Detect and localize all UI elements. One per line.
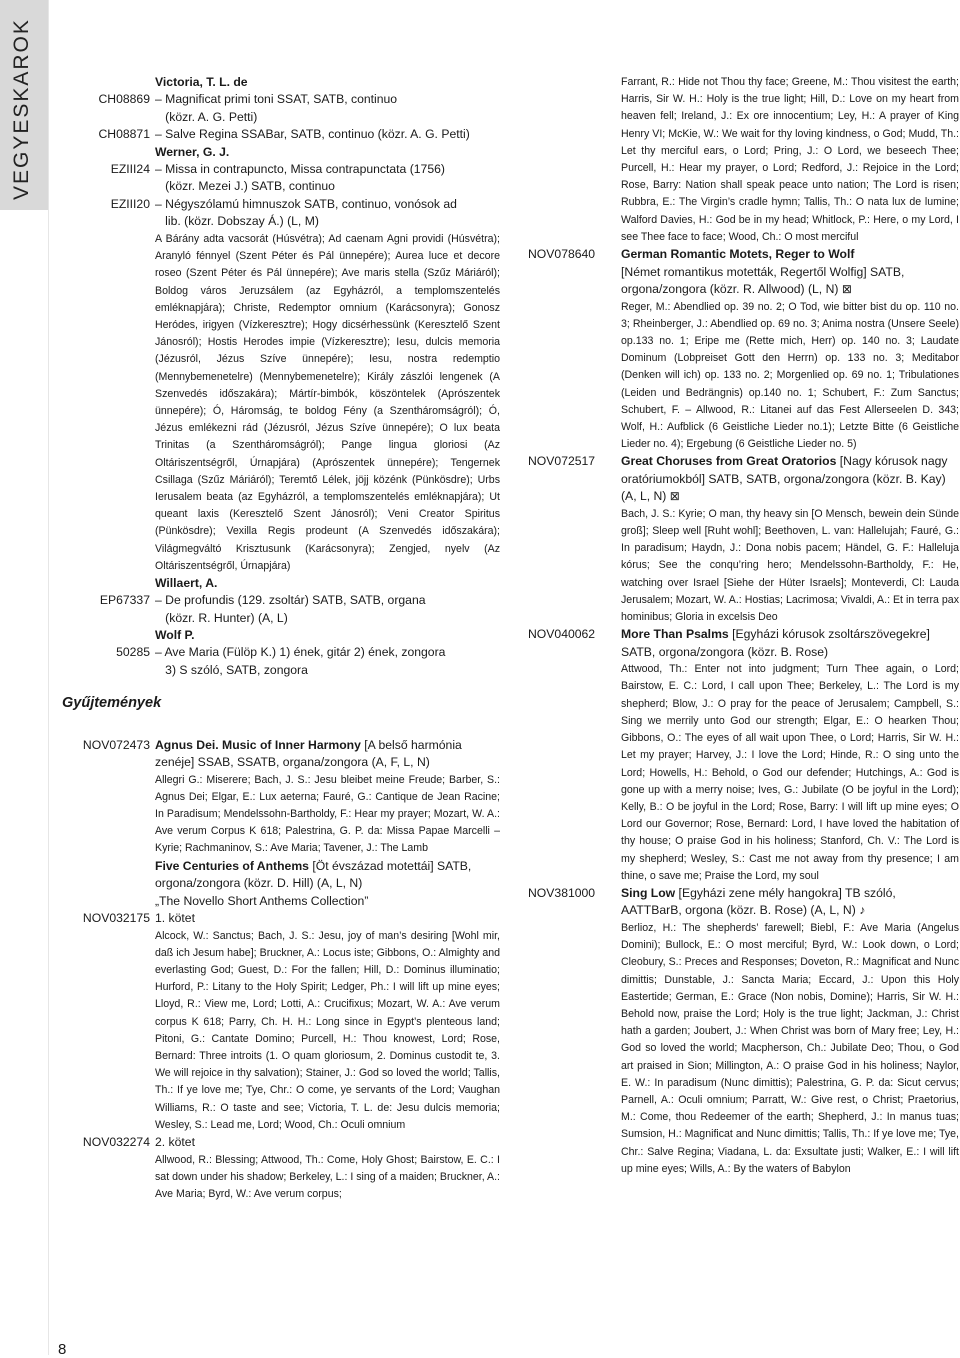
volume-entry <box>62 1134 500 1203</box>
collection-details: [Öt évszázad motettái] SATB, orgona/zongora (közr. D. Hill) (A, L, N) <box>155 858 472 891</box>
collection-title: Sing Low <box>621 885 676 900</box>
catalog-code: NOV072473 <box>82 737 150 752</box>
contents-list: Allwood, R.: Blessing; Attwood, Th.: Come, Holy Ghost; Bairstow, E. C.: I sat down under his shadow; Berkeley, L.: I sing of a maiden; Bruckner, A.: Ave Maria; Byrd, W.: Ave verum corpus; <box>155 1153 500 1200</box>
collection-details: [Egyházi zene mély hangokra] TB szóló, AATTBarB, orgona (közr. B. Rose) (A, L, N) <box>621 885 896 918</box>
collection-title: Five Centuries of Anthems <box>155 858 309 873</box>
collection-entry <box>528 453 959 626</box>
series-title: „The Novello Short Anthems Collection” <box>155 893 369 908</box>
cd-icon: ♪ <box>859 903 866 918</box>
collection-entry <box>528 626 959 885</box>
volume-label: 2. kötet <box>155 1135 195 1150</box>
contents-list: Reger, M.: Abendlied op. 39 no. 2; O Tod, wie bitter bist du op. 110 no. 3; Rheinberger, J.: Abendlied op. 69 no. 3; Anima nostra (Unsere Seele) op.133 no. 1; Eripe me (Rette mich, Herr) op. 140 no. 3; Laudate Dominum (Lobpreiset Gott den Herrn) op. 133 no. 3; Meditabor (Denken will ich) op. 133 no. 2; Morgenlied op. 69 no. 1; Tribulationes (Leiden und Bedrängnis) op.140 no. 1; Schubert, F.: Zum Sanctus; Schubert, F. – Allwood, R.: Litanei auf das Fest Allerseelen D. 343; Wolf, H.: Aufblick (6 Geistliche Lieder no.1); Letzte Bitte (6 Geistliche Lieder no. 4); Ergebung (6 Geistliche Lieder no. 5) <box>621 300 959 451</box>
page-number: 8 <box>58 1341 67 1358</box>
contents-list: Alcock, W.: Sanctus; Bach, J. S.: Jesu, joy of man’s desiring [Wohl mir, daß ich Jesum habe]; Bruckner, A.: Locus iste; Gibbons, O.: Almighty and everlasting God; Guest, D.: For the fallen; Hill, D.: Dominus illuminatio; Hurford, P.: Litany to the Holy Spirit; Ledger, Ph.: I will lift up mine eyes; Lloyd, R.: View me, Lord; Lotti, A.: Crucifixus; Mozart, W. A.: Ave verum corpus K 618; Parry, Ch. H. H.: Long since in Egypt’s plenteous land; Pitoni, G.: Cantate Domino; Purcell, H.: Thou knowest, Lord; Rose, Bernard: Three introits (1. O quam gloriosum, 2. Dominus custodit te, 3. We will rejoice in thy salvation); Stainer, J.: God so loved the world; Tallis, Th.: If ye love me; Tye, Chr.: O come, ye servants of the Lord; Vaughan Williams, R.: O taste and see; Victoria, T. L. de: Jesu dulcis memoria; Wesley, S.: Lead me, Lord; Wood, Ch.: Oculi omnium <box>155 929 500 1131</box>
catalog-code: 50285 <box>116 645 150 660</box>
collection-details: [Egyházi kórusok zsoltárszövegekre] SATB, orgona/zongora (közr. B. Rose) <box>621 627 930 659</box>
entry-title: Magnificat primi toni SSAT, SATB, continuo <box>165 92 398 107</box>
catalog-entry: EZIII24 – Missa in contrapuncto, Missa contrapunctata (1756) (közr. Mezei J.) SATB, continuo <box>62 161 500 196</box>
composer-heading: Willaert, A. <box>155 575 218 590</box>
catalog-entry: 50285 – Ave Maria (Fülöp K.) 1) ének, gitár 2) ének, zongora 3) S szóló, SATB, zongora <box>62 644 500 679</box>
entry-title: Salve Regina SSABar, SATB, continuo (közr. A. G. Petti) <box>165 127 470 142</box>
catalog-code: NOV381000 <box>528 885 596 900</box>
contents-list: Bach, J. S.: Kyrie; O man, thy heavy sin [O Mensch, bewein dein Sünde groß]; Sleep well [Ruht wohl]; Beethoven, L. van: Hallelujah; Fauré, G.: In paradisum; Haydn, J.: Dona nobis pacem; Händel, G. F.: Halleluja kórus; See the conqu’ring hero; Mendelssohn-Bartholdy, F.: He, watching over Israel [Siehe der Hüter Israels]; Monteverdi, Cl: Lauda Jerusalem; Mozart, W. A.: Hostias; Lacrimosa; Vivaldi, A.: Et in terra pax hominibus; Gloria in excelsis Deo <box>621 507 959 624</box>
contents-list: Berlioz, H.: The shepherds’ farewell; Biebl, F.: Ave Maria (Angelus Domini); Bullock, E.: O most merciful; Byrd, W.: Look down, o Lord; Cleobury, S.: Preces and Responses; Doveton, R.: Magnificat and Nunc dimittis; Dunstable, J.: Sancta Maria; Eccard, J.: Upon this Holy Eastertide; German, E.: Grace (Non nobis, Domine); Harris, Sir W. H.: Behold now, praise the Lord; Holy is the true light; Jackman, J.: Christ hath a garden; Joubert, J.: When Christ was born of Mary free; Ley, H.: God so loved the world; Macpherson, Ch.: Jubilate Deo; Thou, o God art praised in Sion; Millington, A.: O praise God in his holiness; Naylor, E. W.: In paradisum (Nunc dimittis); Palestrina, G. P. da: Sicut cervus; Parnell, A.: Oculi omnium; Parratt, W.: Give rest, o Christ; Praetorius, M.: Come, thou Redeemer of the earth; Shepherd, J.: In manus tuas; Sumsion, H.: Magnificat and Nunc dimittis; Tallis, Th.: If ye love me; Tye, Chr.: Salve Regina; Viadana, L. da: Exsultate justi; Walker, E.: I will lift up mine eyes; Wills, A.: By the waters of Babylon <box>621 921 959 1175</box>
section-tab-title: VEGYESKAROK <box>10 18 33 200</box>
volume-entry <box>62 910 500 1134</box>
entry-detail: (közr. Mezei J.) SATB, continuo <box>165 179 335 194</box>
catalog-code: CH08869 <box>98 92 150 107</box>
score-icon: ⊠ <box>669 489 680 504</box>
section-heading: Gyűjtemények <box>62 695 162 712</box>
catalog-code: NOV078640 <box>528 247 596 262</box>
catalog-code: EZIII24 <box>110 161 150 176</box>
catalog-code: NOV032274 <box>82 1135 150 1150</box>
contents-list: A Bárány adta vacsorát (Húsvétra); Ad caenam Agni providi (Húsvétra); Aranyló fénnyel (Szent Péter és Pál ünnepére); Aurea luce et decore roseo (Szent Péter és Pál ünnepére); Ave maris stella (Szűz Máriáról); Boldog város Jeruzsálem (az Egyházról, a templomszentelés emléknapjára); Christe, Redemptor omnium (Karácsonyra); Gonosz Heródes, irigyen (Vízkeresztre); Hogy dicsérhessünk (Keresztelő Szent Jánosról); Hostis Herodes impie (Vízkeresztre); Iesu, dulcis memoria (Jézusról, Jézus Szíve ünnepére); Iesu, nostra redemptio (Mennybemenetelre) (Mennybemenetelre); Király zászlói lengenek (A Szenvedés időszakára); Mártír-bimbók, köszöntelek (Aprószentek ünnepére); Ó, Háromság, te boldog Fény (a Szentháromságról); Ó, Jézus emlékezni rád (Jézusról, Jézus Szíve ünnepére); O lux beata Trinitas (a Szentháromságról); Pange lingua gloriosi (Az Oltáriszentségről, Úrnapjára) (Aprószentek ünnepére); Tengernek Csillaga (Szűz Máriáról); Teremtő Lélek, jöjj közénk (Pünkösdre); Urbs Ierusalem beata (az Egyházról, a templomszentelés emléknapjára); Ut queant laxis (Keresztelő Szent Jánosról); Veni Creator Spiritus (Pünkösdre); Vexilla Regis prodeunt (A Szenvedés időszakára); Világmegváltó Krisztusunk (Karácsonyra); Zengjed, nyelv (Az Oltáriszentségről, Úrnapjára) <box>155 232 500 572</box>
right-column <box>528 74 959 1178</box>
collection-details: [Német romantikus motetták, Regertől Wolfig] SATB, orgona/zongora (közr. R. Allwood) (L, N) <box>621 264 905 297</box>
entry-detail: 3) S szóló, SATB, zongora <box>165 662 308 677</box>
composer-heading: Werner, G. J. <box>155 144 230 159</box>
entry-detail: (közr. A. G. Petti) <box>165 109 258 124</box>
collection-details: [A belső harmónia zenéje] SSAB, SSATB, organa/zongora (A, F, L, N) <box>155 737 462 770</box>
composer-heading: Victoria, T. L. de <box>155 75 248 89</box>
score-icon: ⊠ <box>841 282 853 297</box>
collection-title: More Than Psalms <box>621 627 729 642</box>
composer-heading: Wolf P. <box>155 628 195 643</box>
left-column <box>62 74 500 1203</box>
volume-label: 1. kötet <box>155 911 195 926</box>
catalog-code: CH08871 <box>98 127 150 142</box>
collection-entry <box>62 737 500 911</box>
contents-list: Attwood, Th.: Enter not into judgment; Turn Thee again, o Lord; Bairstow, E. C.: Lord, I call upon Thee; Berkeley, L.: The Lord is my shepherd; Blow, J.: O pray for the peace of Jerusalem; Campbell, S.: Sing we merrily unto God our strength; Elgar, E.: O hearken Thou; Gibbons, O.: The eyes of all wait upon Thee, o Lord; Harris, Sir W. H.: Let my prayer; Harvey, J.: I love the Lord; Hinde, R.: O sing unto the Lord; Howells, H.: Behold, o God our defender; Hutchings, A.: God is gone up with a merry noise; Ives, G.: Jubilate (O be joyful in the Lord); Kelly, B.: O be joyful in the Lord; Rose, Barry: I will lift up mine eyes; O Lord our Governor; Rose, Bernard: Lord, I have loved the habitation of thy house; O praise God in his holiness; Stanford, Ch. V.: The Lord is my shepherd; Wesley, S.: Cast me not away from thy presence; I am thine, o save me; Praise the Lord, my soul <box>621 663 959 882</box>
catalog-entry: CH08869 – Magnificat primi toni SSAT, SATB, continuo (közr. A. G. Petti) <box>62 91 500 126</box>
entry-title: Négyszólamú himnuszok SATB, continuo, vonósok ad <box>165 196 457 211</box>
catalog-code: EP67337 <box>99 593 150 608</box>
entry-title: Ave Maria (Fülöp K.) 1) ének, gitár 2) ének, zongora <box>164 645 446 660</box>
entry-title: Missa in contrapuncto, Missa contrapunctata (1756) <box>165 161 445 176</box>
catalog-code: NOV072517 <box>528 454 596 469</box>
entry-detail: (közr. R. Hunter) (A, L) <box>165 610 288 625</box>
catalog-code: NOV040062 <box>528 627 596 642</box>
entry-title: De profundis (129. zsoltár) SATB, SATB, organa <box>165 593 426 608</box>
catalog-entry: CH08871 – Salve Regina SSABar, SATB, continuo (közr. A. G. Petti) <box>62 126 500 144</box>
catalog-entry: EP67337 – De profundis (129. zsoltár) SATB, SATB, organa (közr. R. Hunter) (A, L) <box>62 592 500 627</box>
catalog-code: NOV032175 <box>82 911 150 926</box>
collection-details: [Nagy kórusok nagy oratóriumokból] SATB, SATB, orgona/zongora (közr. B. Kay) (A, L, N) <box>621 454 948 504</box>
collection-title: German Romantic Motets, Reger to Wolf <box>621 247 855 262</box>
collection-entry <box>528 885 959 1178</box>
contents-continuation: Farrant, R.: Hide not Thou thy face; Greene, M.: Thou visitest the earth; Harris, Sir W. H.: Holy is the true light; Hill, D.: Love on my heart from heaven fell; Ireland, J.: Ex ore innocentium; Ley, H.: A prayer of King Henry VI; McKie, W.: We wait for thy loving kindness, o God; Mudd, Th.: Let thy merciful ears, o Lord; Pring, J.: O Lord, we beseech Thee; Purcell, H.: Hear my prayer, o Lord; Redford, J.: Rejoice in the Lord; Rose, Barry: Nation shall speak peace unto nation; The Lord is risen; Rubbra, E.: The Virgin’s cradle hymn; Tallis, Th.: O nata lux de lumine; Walford Davies, H.: God be in my head; Whitlock, P.: Here, o my Lord, I see Thee face to face; Wood, Ch.: O most merciful <box>621 76 959 243</box>
collection-title: Agnus Dei. Music of Inner Harmony <box>155 737 361 752</box>
collection-title: Great Choruses from Great Oratorios <box>621 454 837 469</box>
sidebar <box>0 0 49 1355</box>
entry-detail: lib. (közr. Dobszay Á.) (L, M) <box>165 214 319 229</box>
collection-entry <box>528 246 959 453</box>
catalog-entry: EZIII20 – Négyszólamú himnuszok SATB, continuo, vonósok ad lib. (közr. Dobszay Á.) (L, M) <box>62 196 500 231</box>
contents-list: Allegri G.: Miserere; Bach, J. S.: Jesu bleibet meine Freude; Barber, S.: Agnus Dei; Elgar, E.: Lux aeterna; Fauré, G.: Cantique de Jean Racine; In Paradisum; Mendelssohn-Bartholdy, F.: Hear my prayer; Mozart, W. A.: Ave verum Corpus K 618; Palestrina, G. P. da: Missa Papae Marcelli – Kyrie; Rachmaninov, S.: Ave Maria; Tavener, J.: The Lamb <box>155 773 500 855</box>
catalog-code: EZIII20 <box>110 196 150 211</box>
